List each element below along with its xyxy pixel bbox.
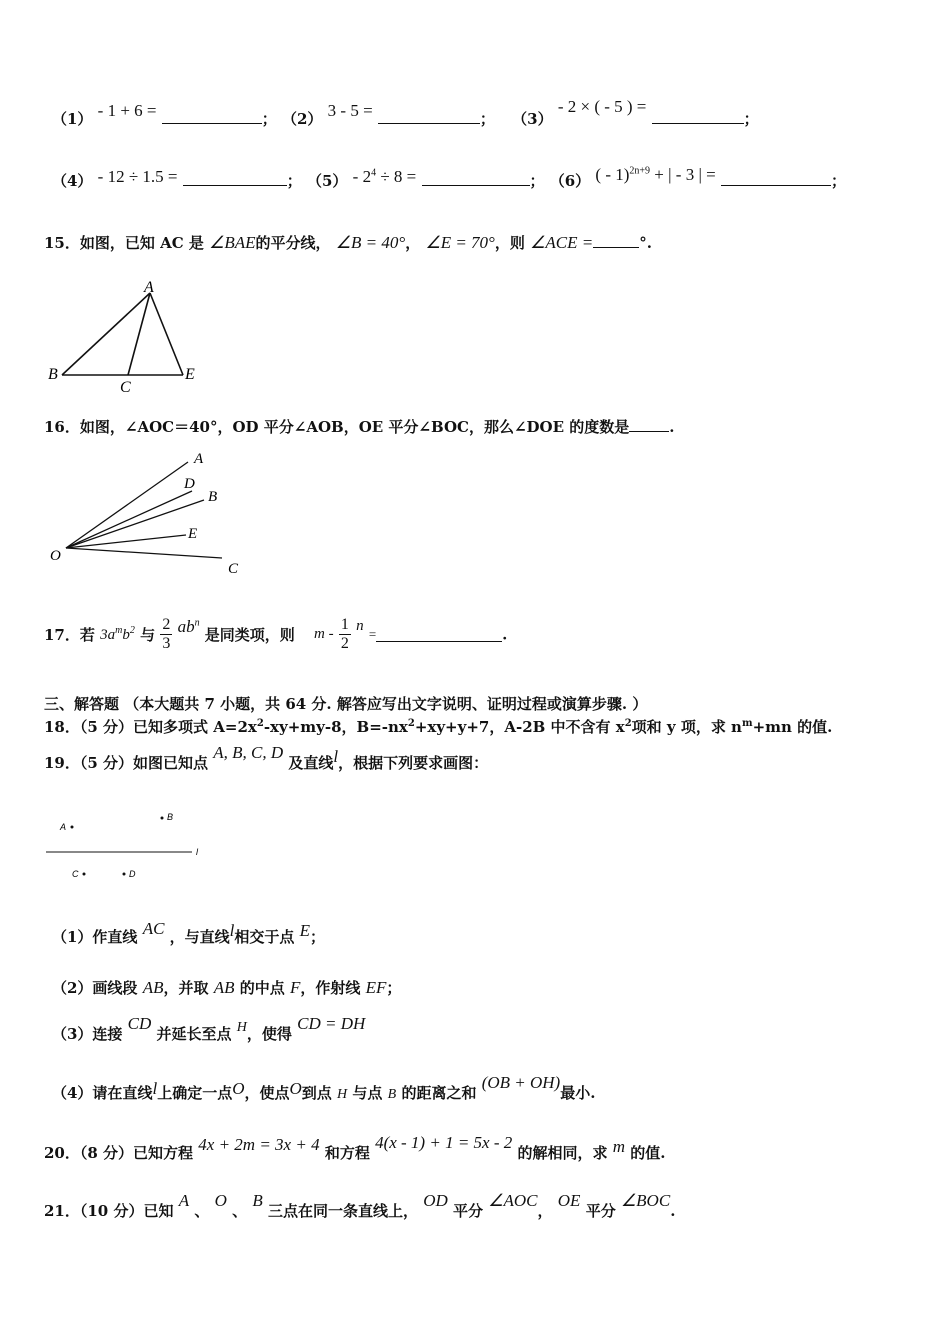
q17-text-2: 是同类项，则	[204, 626, 295, 644]
item-3-expr: - 2 × ( - 5 ) =	[557, 97, 647, 116]
question-20	[44, 1133, 666, 1163]
q17-term-1-exp-2: 2	[129, 625, 135, 636]
question-21	[44, 1191, 676, 1221]
label-b: B	[208, 489, 218, 505]
q21-a: A	[178, 1191, 190, 1210]
q15-text-1: 如图，已知 AC 是	[79, 234, 204, 252]
label-d: D	[129, 869, 136, 879]
item-1-label: （1）	[52, 110, 93, 128]
label-e: E	[185, 366, 195, 383]
item-1-expr: - 1 + 6 =	[97, 101, 157, 120]
point-c	[83, 873, 86, 876]
q17-term-1-b: b	[122, 627, 130, 643]
q19-text-3: ，根据下列要求画图：	[338, 754, 489, 772]
section-3-heading	[44, 693, 647, 714]
q19-line-l: l	[333, 747, 339, 766]
q20-text-3: 的解相同，求	[517, 1144, 608, 1162]
item-1-blank[interactable]	[162, 109, 262, 124]
q19-s4-text-3: ，使点	[244, 1084, 290, 1102]
separator: ；	[830, 172, 846, 190]
item-3-label: （3）	[512, 110, 553, 128]
q19-s1-ac: AC	[142, 919, 165, 938]
q19-s1-e: E	[299, 921, 311, 940]
item-6-expr	[595, 165, 715, 184]
item-6-rest: + | - 3 | =	[650, 165, 716, 184]
item-5-expr	[353, 167, 417, 186]
question-15	[44, 232, 652, 253]
q15-angle-ace: ∠ACE =	[530, 233, 594, 252]
q17-number: 17．若	[44, 626, 95, 644]
q19-s3-cd: CD	[127, 1014, 152, 1033]
q21-comma: ，	[537, 1202, 553, 1220]
item-5-rest: ÷ 8 =	[376, 167, 417, 186]
q21-dun-2: 、	[232, 1202, 248, 1220]
q21-angle-boc: ∠BOC	[620, 1191, 671, 1210]
q19-s1-text: （1）作直线	[52, 928, 138, 946]
q15-text-3: ，则	[494, 234, 525, 252]
separator: ；	[529, 172, 545, 190]
q19-s2-text-3: 的中点	[239, 979, 285, 997]
item-4-blank[interactable]	[183, 171, 287, 186]
label-c: C	[72, 869, 79, 879]
point-a	[71, 826, 74, 829]
q15-triangle-figure	[40, 278, 210, 398]
q15-comma: ，	[405, 234, 421, 252]
item-6-exponent: 2n+9	[629, 165, 651, 177]
q19-step-3	[52, 1014, 366, 1044]
separator: ；	[261, 110, 277, 128]
q19-step-1	[52, 919, 326, 947]
question-17	[44, 616, 507, 653]
q19-s4-text-7: 最小.	[560, 1084, 596, 1102]
fraction-numerator: 2	[162, 616, 171, 633]
q19-s2-end: ；	[386, 979, 402, 997]
q21-dun-1: 、	[194, 1202, 210, 1220]
label-a: A	[60, 822, 67, 832]
q19-s1-text-3: 相交于点	[234, 928, 295, 946]
q15-number: 15．	[44, 234, 80, 252]
q16-angle-figure	[44, 448, 254, 578]
q19-s2-text-2: ，并取	[163, 979, 209, 997]
label-e: E	[188, 526, 198, 542]
separator: ；	[479, 110, 495, 128]
q15-angle-e: ∠E = 70°	[425, 233, 495, 252]
label-d: D	[184, 476, 195, 492]
q20-text-1: 20．（8 分）已知方程	[44, 1144, 194, 1162]
item-6-blank[interactable]	[721, 171, 831, 186]
q19-s4-l: l	[152, 1079, 158, 1098]
q19-s4-o-2: O	[289, 1079, 302, 1098]
q17-fraction-1-2	[339, 616, 351, 653]
q17-term-1-coef: 3a	[100, 627, 116, 643]
q19-s1-text-2: ，与直线	[169, 928, 230, 946]
q19-s4-o: O	[232, 1079, 245, 1098]
separator: ；	[286, 172, 302, 190]
q21-od: OD	[423, 1191, 448, 1210]
q19-s2-ab: AB	[142, 978, 164, 997]
q15-blank[interactable]	[593, 233, 639, 248]
q18-text-4: 项和 y 项，求 n	[631, 718, 742, 736]
q19-points-figure	[44, 808, 214, 888]
segment-ac	[128, 293, 150, 375]
q19-s4-text: （4）请在直线	[52, 1084, 153, 1102]
q17-term-1-exp-m: m	[115, 625, 123, 636]
label-c: C	[120, 379, 131, 396]
q19-text-1: 19．（5 分）如图已知点	[44, 754, 209, 772]
q19-s3-text-3: ，使得	[246, 1025, 292, 1043]
item-4-label: （4）	[52, 172, 93, 190]
q18-text-2: -xy+my-8，B=-nx	[263, 718, 408, 736]
q15-angle-bae: ∠BAE	[209, 233, 256, 252]
q19-s3-text-2: 并延长至点	[156, 1025, 232, 1043]
q18-text-5: +mn 的值.	[752, 718, 833, 736]
ray-oa	[66, 462, 188, 548]
q15-angle-b: ∠B = 40°	[335, 233, 406, 252]
q19-s4-text-5: 与点	[352, 1084, 383, 1102]
q19-step-4	[52, 1073, 596, 1103]
q19-s4-text-6: 的距离之和	[401, 1084, 477, 1102]
q17-term-2	[178, 617, 200, 636]
q21-text-1: 21．（10 分）已知	[44, 1202, 174, 1220]
q21-text-4: 平分	[585, 1202, 616, 1220]
row-1	[52, 97, 759, 129]
item-6-base: ( - 1)	[595, 165, 630, 184]
row-2	[52, 165, 846, 191]
fraction-denominator: 3	[162, 635, 171, 652]
q17-end: .	[502, 625, 508, 644]
q19-s3-text: （3）连接	[52, 1025, 123, 1043]
q18-text-3: +xy+y+7，A-2B 中不含有 x	[414, 718, 625, 736]
q16-end: .	[669, 418, 675, 436]
separator: ；	[743, 110, 759, 128]
q19-s2-ab-2: AB	[213, 978, 235, 997]
item-2-blank[interactable]	[378, 109, 480, 124]
q18-text-1: 18．（5 分）已知多项式 A=2x	[44, 718, 257, 736]
q19-s4-text-4: 到点	[301, 1084, 332, 1102]
item-3-blank[interactable]	[652, 109, 744, 124]
q17-term-1	[100, 627, 135, 643]
q16-blank[interactable]	[629, 417, 669, 432]
q19-s3-cd-dh: CD = DH	[297, 1014, 366, 1033]
label-a: A	[194, 451, 204, 467]
q18-exp-4: m	[741, 718, 753, 729]
q21-oe: OE	[557, 1191, 581, 1210]
fraction-numerator: 1	[340, 616, 349, 633]
item-5-label: （5）	[307, 172, 348, 190]
q21-text-3: 平分	[453, 1202, 484, 1220]
question-19	[44, 743, 489, 773]
ray-oc	[66, 548, 222, 558]
q19-s2-f: F	[289, 978, 301, 997]
q19-s2-ef: EF	[365, 978, 387, 997]
q20-equation-2: 4(x - 1) + 1 = 5x - 2	[375, 1133, 513, 1152]
item-5-blank[interactable]	[422, 171, 530, 186]
label-c: C	[228, 561, 239, 577]
q19-s3-h: H	[236, 1020, 247, 1035]
label-a: A	[144, 279, 154, 296]
item-5-base: - 2	[352, 167, 372, 186]
label-o: O	[50, 548, 61, 564]
q16-text: 16．如图，∠AOC＝40°，OD 平分∠AOB，OE 平分∠BOC，那么∠DOE 的度数是	[44, 418, 630, 436]
q21-angle-aoc: ∠AOC	[488, 1191, 538, 1210]
q19-points: A, B, C, D	[213, 743, 284, 762]
q17-blank[interactable]	[376, 627, 502, 642]
label-b: B	[167, 812, 174, 822]
q20-equation-1: 4x + 2m = 3x + 4	[198, 1135, 320, 1154]
q19-s4-ob-oh: (OB + OH)	[481, 1073, 561, 1092]
q20-text-2: 和方程	[324, 1144, 370, 1162]
q19-s1-l: l	[229, 921, 235, 940]
q19-s2-text: （2）画线段	[52, 979, 138, 997]
q19-s1-end: ；	[310, 928, 326, 946]
segment-ae	[150, 293, 183, 375]
q17-term-2-exp-n: n	[194, 616, 200, 628]
q15-text-4: °.	[639, 234, 652, 252]
q20-m: m	[612, 1137, 626, 1156]
question-16	[44, 416, 675, 437]
q19-s4-text-2: 上确定一点	[157, 1084, 233, 1102]
q18-exp-1: 2	[256, 718, 264, 729]
item-6-label: （6）	[549, 172, 591, 190]
ray-od	[66, 491, 192, 548]
q18-exp-2: 2	[407, 718, 415, 729]
q21-o: O	[214, 1191, 227, 1210]
label-b: B	[48, 366, 58, 383]
q18-exp-3: 2	[624, 718, 632, 729]
fraction-denominator: 2	[340, 635, 349, 652]
q21-text-2: 三点在同一条直线上，	[267, 1202, 418, 1220]
q20-text-4: 的值.	[630, 1144, 666, 1162]
section-3-text: 三、解答题 （本大题共 7 小题，共 64 分. 解答应写出文字说明、证明过程或演算步骤. ）	[44, 695, 648, 713]
q19-s4-h: H	[337, 1087, 348, 1102]
q19-text-2: 及直线	[288, 754, 334, 772]
q19-s4-b: B	[387, 1087, 397, 1102]
item-2-label: （2）	[282, 110, 323, 128]
segment-ab	[62, 293, 150, 375]
q17-text-1: 与	[140, 626, 156, 644]
q17-equals: =	[368, 626, 377, 642]
point-d	[123, 873, 126, 876]
q15-text-2: 的平分线，	[255, 234, 331, 252]
question-18	[44, 716, 832, 737]
item-4-expr: - 12 ÷ 1.5 =	[97, 167, 178, 186]
item-5-exponent: 4	[371, 167, 377, 179]
q19-step-2	[52, 977, 401, 998]
q21-end: .	[670, 1202, 676, 1220]
q21-b: B	[252, 1191, 263, 1210]
point-b	[161, 817, 164, 820]
q17-fraction-2-3	[160, 616, 172, 653]
q17-expr-n: n	[356, 618, 364, 634]
q17-term-2-ab: ab	[177, 616, 195, 636]
item-2-expr: 3 - 5 =	[327, 101, 373, 120]
label-l: l	[196, 847, 198, 857]
q17-expr-m: m -	[314, 626, 334, 642]
q19-s2-text-4: ，作射线	[300, 979, 361, 997]
